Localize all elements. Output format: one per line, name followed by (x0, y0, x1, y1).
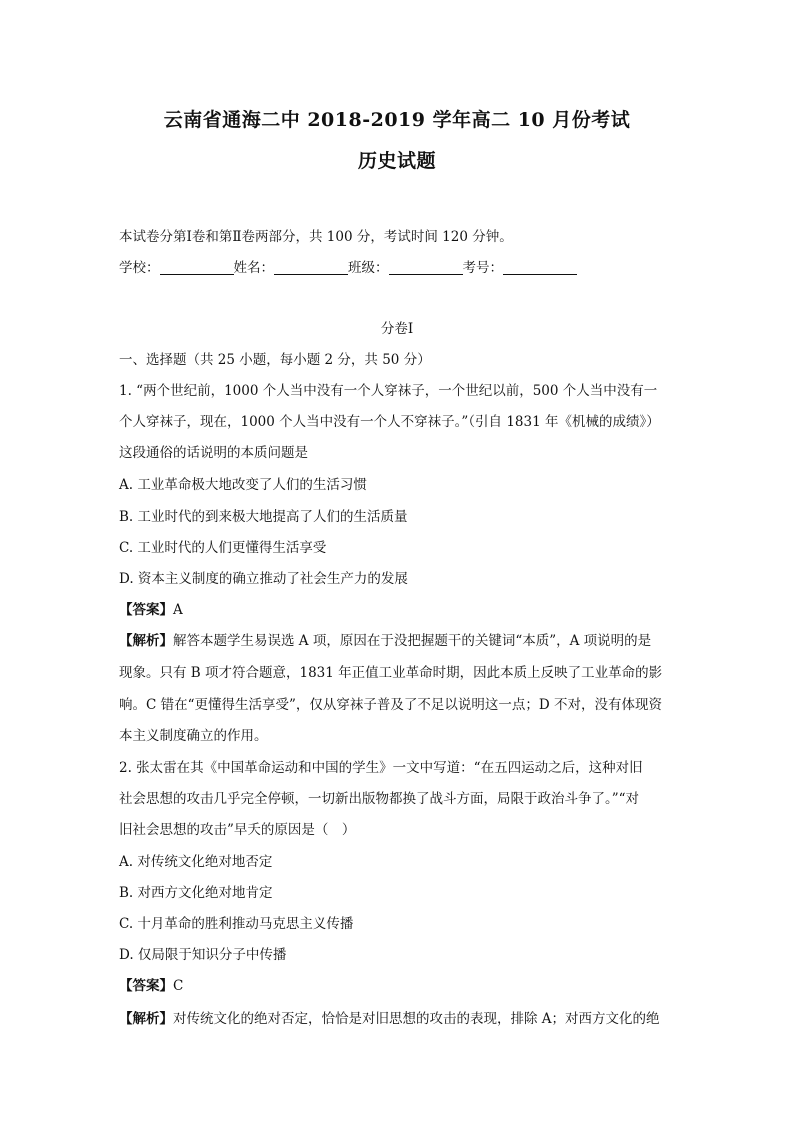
q1-analysis-line: 本主义制度确立的作用。 (119, 728, 268, 744)
q1-option-b: B. 工业时代的到来极大地提高了人们的生活质量 (119, 509, 408, 525)
class-label: 班级： (348, 260, 389, 276)
answer-label: 【答案】 (119, 978, 173, 994)
q2-stem-line: 2. 张太雷在其《中国革命运动和中国的学生》一文中写道：“在五四运动之后，这种对旧 (119, 760, 643, 776)
q1-analysis-line: 现象。只有 B 项才符合题意，1831 年正值工业革命时期，因此本质上反映了工业革命的影 (119, 665, 663, 681)
answer-label: 【答案】 (119, 602, 173, 618)
class-blank (389, 260, 463, 275)
name-blank (274, 260, 348, 275)
q1-answer (119, 601, 183, 619)
answer-value: C (173, 978, 184, 994)
q2-stem-line: 社会思想的攻击几乎完全停顿，一切新出版物都换了战斗方面，局限于政治斗争了。”“对 (119, 791, 640, 807)
answer-value: A (173, 602, 183, 618)
student-info-line (119, 259, 577, 277)
q1-analysis-line: 响。C 错在“更懂得生活享受”，仅从穿袜子普及了不足以说明这一点；D 不对，没有体现资 (119, 697, 663, 713)
q1-option-d: D. 资本主义制度的确立推动了社会生产力的发展 (119, 571, 408, 587)
analysis-label: 【解析】 (119, 633, 173, 649)
q2-answer (119, 977, 183, 995)
school-blank (160, 260, 234, 275)
q2-analysis-line (119, 1010, 660, 1028)
analysis-text: 对传统文化的绝对否定，恰恰是对旧思想的攻击的表现，排除 A；对西方文化的绝 (173, 1011, 660, 1027)
q1-analysis-line (119, 632, 651, 650)
analysis-text: 解答本题学生易误选 A 项，原因在于没把握题干的关键词“本质”，A 项说明的是 (173, 633, 652, 649)
id-blank (503, 260, 577, 275)
exam-intro: 本试卷分第Ⅰ卷和第Ⅱ卷两部分，共 100 分，考试时间 120 分钟。 (119, 229, 513, 245)
exam-title: 云南省通海二中 2018-2019 学年高二 10 月份考试 (163, 109, 631, 131)
q1-option-c: C. 工业时代的人们更懂得生活享受 (119, 540, 327, 556)
q2-option-a: A. 对传统文化绝对地否定 (119, 854, 273, 870)
q1-stem-line: 1. “两个世纪前，1000 个人当中没有一个人穿袜子，一个世纪以前，500 个人当中没有一 (119, 383, 658, 399)
q2-option-c: C. 十月革命的胜利推动马克思主义传播 (119, 916, 354, 932)
q1-stem-line: 个人穿袜子，现在，1000 个人当中没有一个人不穿袜子。”（引自 1831 年《机械的成绩》） (119, 414, 660, 430)
exam-subtitle: 历史试题 (357, 150, 436, 172)
id-label: 考号： (462, 260, 503, 276)
section-title: 分卷Ⅰ (380, 321, 414, 337)
q2-option-d: D. 仅局限于知识分子中传播 (119, 947, 287, 963)
analysis-label: 【解析】 (119, 1011, 173, 1027)
section-instructions: 一、选择题（共 25 小题，每小题 2 分，共 50 分） (119, 352, 431, 368)
q2-stem-line: 旧社会思想的攻击”早夭的原因是（ ） (119, 822, 356, 838)
q1-option-a: A. 工业革命极大地改变了人们的生活习惯 (119, 477, 367, 493)
name-label: 姓名： (233, 260, 274, 276)
q1-stem-line: 这段通俗的话说明的本质问题是 (119, 445, 308, 461)
school-label: 学校： (119, 260, 160, 276)
q2-option-b: B. 对西方文化绝对地肯定 (119, 885, 273, 901)
